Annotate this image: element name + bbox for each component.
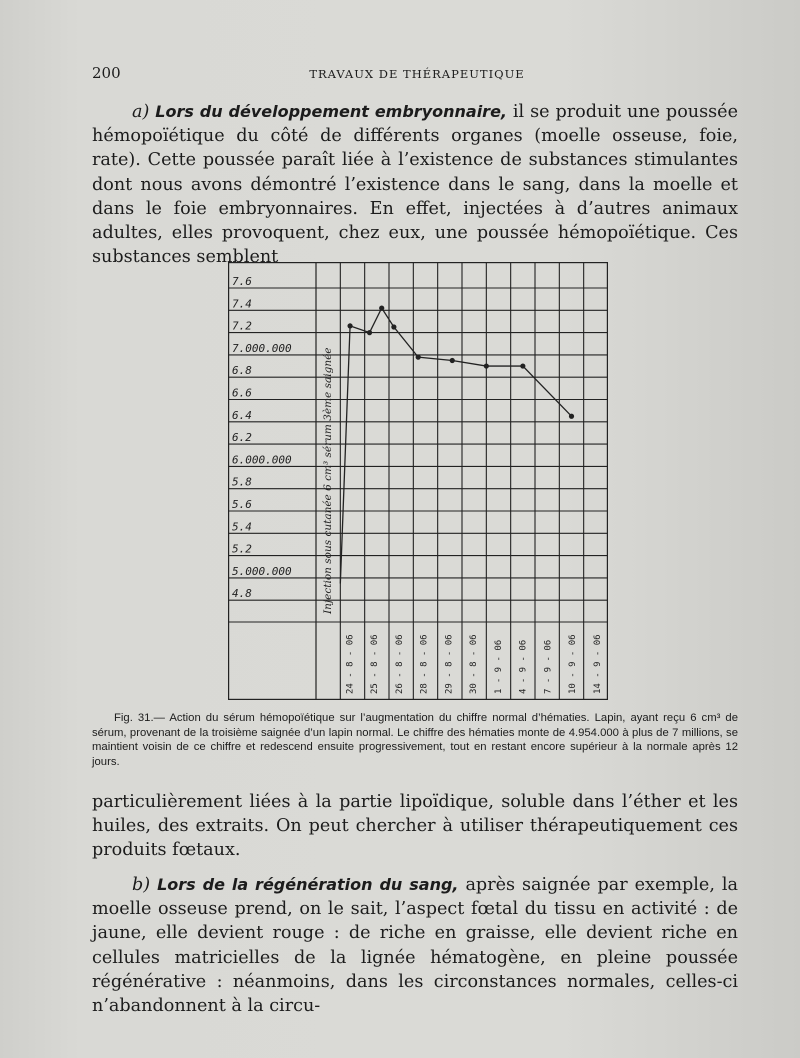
paragraph-b-letter: b) — [132, 875, 151, 895]
y-tick-label: 7.2 — [232, 319, 252, 333]
y-tick-label: 6.6 — [232, 386, 252, 400]
x-tick-label: 29 - 8 - 06 — [444, 634, 455, 694]
x-tick-label: 10 - 9 - 06 — [568, 634, 579, 694]
x-tick-label: 7 - 9 - 06 — [543, 639, 554, 694]
y-tick-label: 7.4 — [232, 297, 252, 311]
x-tick-label: 24 - 8 - 06 — [345, 634, 356, 694]
y-tick-label: 5.6 — [232, 498, 252, 511]
data-point — [520, 363, 525, 368]
data-point — [569, 414, 574, 419]
chart-frame — [229, 263, 608, 700]
paragraph-a-text: il se produit une poussée hémopoïétique du côté de différents organes (moelle osseuse, foie, rate). Cette poussée paraît liée à l’existence de substances stimulantes dont nous avons démontré l’existence dans le sang, dans la moelle et dans le foie embryonnaires. En effet, injectées à d’autres animaux adultes, elles provoquent, chez eux, une poussée hémopoïétique. Ces substances semblent — [92, 102, 739, 268]
y-tick-label: 7.6 — [232, 275, 252, 288]
figure-caption: Fig. 31.— Action du sérum hémopoïétique sur l’augmentation du chiffre normal d’hématies. Lapin, ayant reçu 6 cm³ de sérum, provenant de la troisième saignée d’un lapin normal. Le chiffre des hématies monte de 4.954.000 à plus de 7 millions, se maintient voisin de ce chiffre et redescend ensuite progressivement, tout en restant encore supérieur à la normale après 12 jours. — [92, 712, 738, 768]
y-tick-label: 6.000.000 — [232, 453, 292, 467]
data-point — [367, 330, 372, 335]
y-tick-label: 6.8 — [232, 364, 252, 378]
x-tick-label: 25 - 8 - 06 — [370, 634, 381, 694]
running-title: TRAVAUX DE THÉRAPEUTIQUE — [309, 67, 525, 81]
data-point — [484, 363, 489, 368]
y-tick-label: 5.2 — [232, 542, 252, 556]
paragraph-a-lead: Lors du développement embryonnaire, — [155, 102, 507, 121]
data-point — [379, 305, 384, 310]
y-tick-label: 5.8 — [232, 475, 252, 489]
paragraph-b-lead: Lors de la régénération du sang, — [157, 875, 459, 894]
x-tick-label: 30 - 8 - 06 — [469, 634, 480, 694]
page-number: 200 — [92, 64, 121, 82]
x-tick-label: 26 - 8 - 06 — [394, 634, 405, 694]
paragraph-b-text: après saignée par exemple, la moelle osseuse prend, on le sait, l’aspect fœtal du tissu en activité : de jaune, elle devient rouge : de riche en graisse, elle devient riche en cellules matricielles de la lignée hématogène, en pleine poussée régénérative : néanmoins, dans les circonstances normales, celles-ci n’abandonnent à la circu- — [92, 875, 739, 1017]
y-tick-label: 4.8 — [232, 587, 252, 601]
paragraph-continued: particulièrement liées à la partie lipoïdique, soluble dans l’éther et les huiles, des extraits. On peut chercher à utiliser thérapeutiquement ces produits fœtaux. — [92, 792, 738, 861]
data-point — [416, 355, 421, 360]
x-tick-label: 14 - 9 - 06 — [593, 634, 603, 694]
data-point — [450, 358, 455, 363]
y-tick-label: 6.2 — [232, 431, 252, 445]
x-tick-label: 1 - 9 - 06 — [493, 639, 504, 694]
paragraph-a-letter: a) — [132, 102, 150, 122]
data-point — [347, 323, 352, 328]
paragraph-b — [92, 873, 738, 1018]
y-tick-label: 6.4 — [232, 408, 252, 422]
page-header — [92, 62, 742, 86]
figure-31-chart — [228, 262, 608, 700]
y-tick-label: 7.000.000 — [232, 341, 292, 355]
injection-annotation: Injection sous cutanée 6 cm³ sérum 3ème saignée — [322, 347, 334, 614]
y-tick-label: 5.4 — [232, 520, 252, 534]
y-tick-label: 5.000.000 — [232, 564, 292, 578]
chart-svg — [228, 262, 608, 700]
paragraph-a — [92, 100, 738, 269]
data-point — [391, 324, 396, 329]
x-tick-label: 28 - 8 - 06 — [419, 634, 430, 694]
data-series-line — [340, 308, 571, 583]
x-tick-label: 4 - 9 - 06 — [518, 639, 529, 694]
